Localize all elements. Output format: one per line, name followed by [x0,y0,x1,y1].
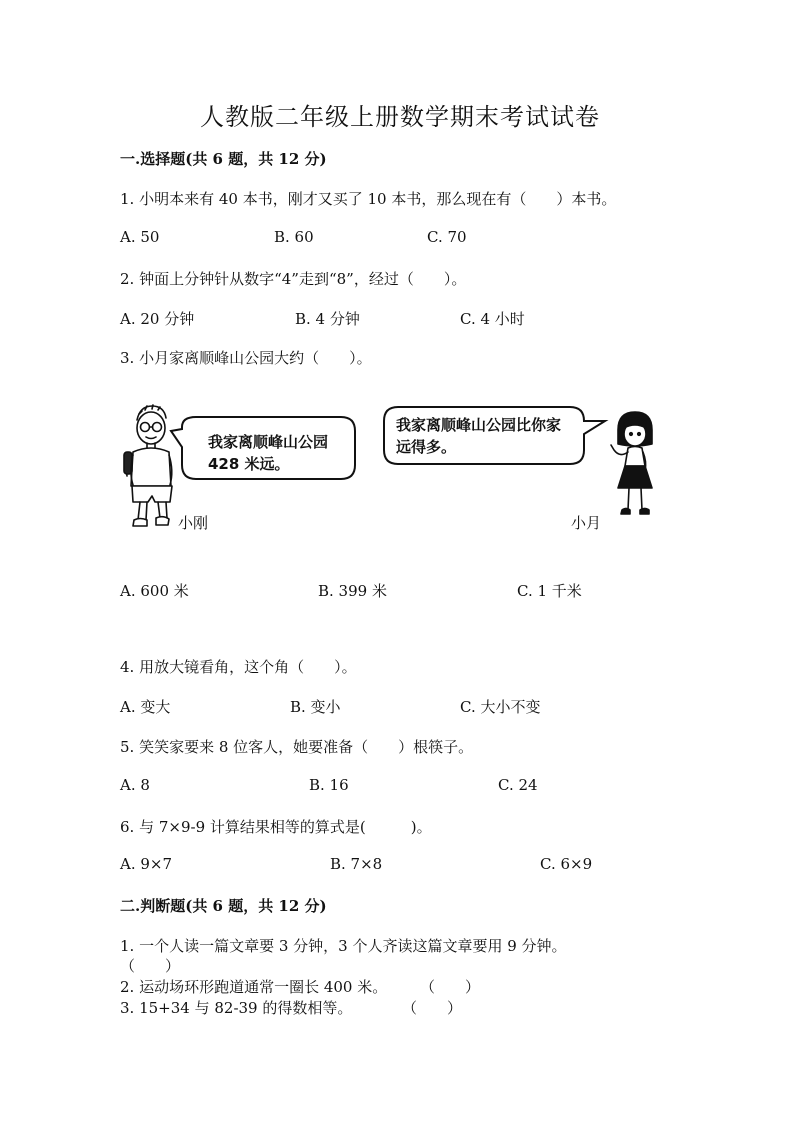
judgment-3-answer: （ ） [402,999,463,1017]
option-3c: C. 1 千米 [517,582,582,600]
option-4a: A. 变大 [120,698,171,716]
speech-text-left: 我家离顺峰山公园 428 米远。 [208,433,329,473]
question-4: 4. 用放大镜看角，这个角（ ）。 [120,658,357,676]
option-4b: B. 变小 [290,698,341,716]
option-4c: C. 大小不变 [460,698,541,716]
option-2b: B. 4 分钟 [295,310,360,328]
option-6a: A. 9×7 [120,855,173,873]
character-name-left: 小刚 [178,514,209,532]
option-1a: A. 50 [120,228,160,246]
question-6: 6. 与 7×9-9 计算结果相等的算式是( )。 [120,818,432,836]
question-1: 1. 小明本来有 40 本书，刚才又买了 10 本书，那么现在有（ ）本书。 [120,190,617,208]
option-2a: A. 20 分钟 [120,310,195,328]
option-6c: C. 6×9 [540,855,593,873]
character-name-right: 小月 [571,514,602,532]
option-5b: B. 16 [309,776,349,794]
question-2: 2. 钟面上分钟针从数字“4”走到“8”，经过（ ）。 [120,270,467,288]
section-heading-judgment: 二.判断题(共 6 题，共 12 分) [120,897,327,915]
option-1b: B. 60 [274,228,314,246]
judgment-2: 2. 运动场环形跑道通常一圈长 400 米。 [120,978,388,996]
illustration-drawing [0,0,800,560]
option-3a: A. 600 米 [120,582,189,600]
option-5c: C. 24 [498,776,538,794]
speech-text-right: 我家离顺峰山公园比你家远得多。 [396,416,562,456]
girl-figure [611,412,652,514]
section-heading-choice: 一.选择题(共 6 题，共 12 分) [120,150,327,168]
option-3b: B. 399 米 [318,582,387,600]
question-5: 5. 笑笑家要来 8 位客人，她要准备（ ）根筷子。 [120,738,474,756]
option-6b: B. 7×8 [330,855,383,873]
page-title: 人教版二年级上册数学期末考试试卷 [200,103,600,131]
question-3: 3. 小月家离顺峰山公园大约（ ）。 [120,349,372,367]
option-1c: C. 70 [427,228,467,246]
boy-figure [124,405,172,526]
judgment-2-answer: （ ） [420,978,481,996]
judgment-1: 1. 一个人读一篇文章要 3 分钟，3 个人齐读这篇文章要用 9 分钟。 [120,937,567,955]
option-5a: A. 8 [120,776,150,794]
judgment-3: 3. 15+34 与 82-39 的得数相等。 [120,999,353,1017]
judgment-1-answer: （ ） [120,957,181,975]
option-2c: C. 4 小时 [460,310,525,328]
